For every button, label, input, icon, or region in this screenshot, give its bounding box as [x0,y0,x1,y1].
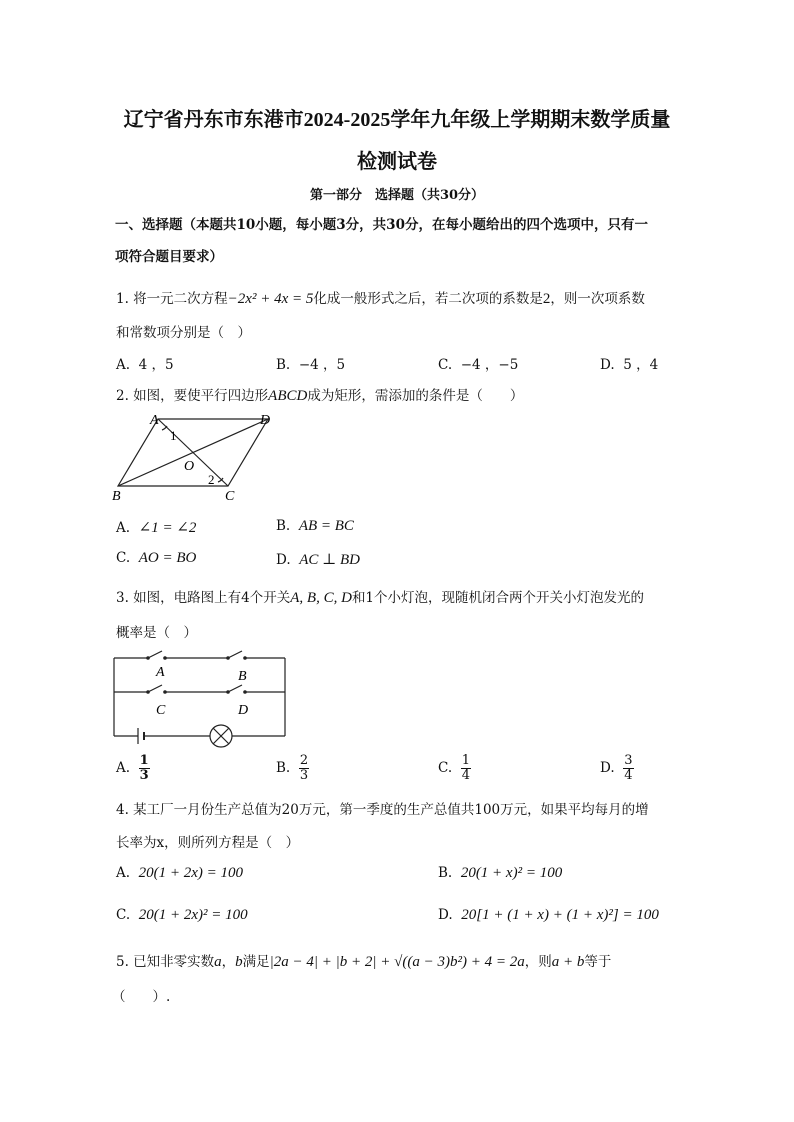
switch-a-label: A [156,665,165,680]
question-1-option-a[interactable]: A. 4 ，5 [116,357,174,373]
switch-a [148,651,162,658]
question-4-line1: 4. 某工厂一月份生产总值为20万元，第一季度的生产总值共100万元，如果平均每月的增 [116,802,649,818]
question-3-line2: 概率是（ ） [116,625,197,641]
parallelogram-figure [110,410,290,505]
angle-2-label: 2 [208,472,215,487]
question-2-option-b[interactable]: B. AB = BC [276,518,354,534]
question-3-line1: 3. 如图，电路图上有4个开关A, B, C, D和1个小灯泡，现随机闭合两个开关小灯泡发光的 [116,590,645,606]
question-5-line1: 5. 已知非零实数a，b满足|2a − 4| + |b + 2| + √((a − 3)b²) + 4 = 2a，则a + b等于 [116,954,612,970]
question-3-option-b[interactable]: B. $\frac{2}{3}$ [276,753,309,783]
switch-d [228,685,242,692]
question-5-line2: （ ）. [112,989,171,1005]
question-1-option-b[interactable]: B. −4 ，5 [276,357,346,373]
question-1-line2: 和常数项分别是（ ） [116,325,251,341]
angle-1-label: 1 [170,428,177,443]
exam-title-line2: 检测试卷 [357,151,437,173]
circuit-figure [110,648,292,752]
question-3-option-d[interactable]: D. $\frac{3}{4}$ [600,753,633,783]
question-1-option-c[interactable]: C. −4 ，−5 [438,357,519,373]
switch-b-label: B [238,669,247,684]
switch-b [228,651,242,658]
angle-1-arc [162,426,167,430]
question-4-line2: 长率为x，则所列方程是（ ） [116,835,300,851]
question-5-equation: |2a − 4| + |b + 2| + √((a − 3)b²) + 4 = 2a [269,954,525,970]
vertex-b-label: B [112,489,121,504]
question-4-option-d[interactable]: D. 20[1 + (1 + x) + (1 + x)²] = 100 [438,907,659,923]
section-instructions [115,209,685,273]
switch-d-label: D [238,703,249,718]
question-3-option-c[interactable]: C. $\frac{1}{4}$ [438,753,471,783]
question-2-line1: 2. 如图，要使平行四边形ABCD成为矩形，需添加的条件是（ ） [116,388,524,404]
switch-c [148,685,162,692]
question-3-option-a[interactable]: A. $\frac{1}{3}$ [116,753,149,783]
question-2-option-d[interactable]: D. AC ⊥ BD [276,552,361,568]
point-o-label: O [184,459,195,474]
question-2-option-a[interactable]: A. ∠1 = ∠2 [116,520,197,536]
vertex-a-label: A [150,413,159,428]
question-4-option-a[interactable]: A. 20(1 + 2x) = 100 [116,865,244,881]
exam-title-line1: 辽宁省丹东市东港市2024-2025学年九年级上学期期末数学质量 [123,109,671,131]
vertex-d-label: D [260,413,271,428]
question-1-option-d[interactable]: D. 5 ，4 [600,357,659,373]
vertex-c-label: C [225,489,235,504]
question-4-option-b[interactable]: B. 20(1 + x)² = 100 [438,865,563,881]
switch-c-label: C [156,703,166,718]
question-2-option-c[interactable]: C. AO = BO [116,550,197,566]
question-4-option-c[interactable]: C. 20(1 + 2x)² = 100 [116,907,248,923]
diagonal-bd [118,419,268,486]
part-heading: 第一部分 选择题（共30分） [309,188,485,203]
question-1-line1: 1. 将一元二次方程−2x² + 4x = 5化成一般形式之后，若二次项的系数是2，则一次项系数 [116,291,645,307]
section-instructions-line2: 项符合题目要求） [115,249,223,265]
section-instructions-line1: 一、选择题（本题共10小题，每小题3分，共30分，在每小题给出的四个选项中，只有一 [115,217,648,233]
question-1-equation: −2x² + 4x = 5 [227,291,314,307]
